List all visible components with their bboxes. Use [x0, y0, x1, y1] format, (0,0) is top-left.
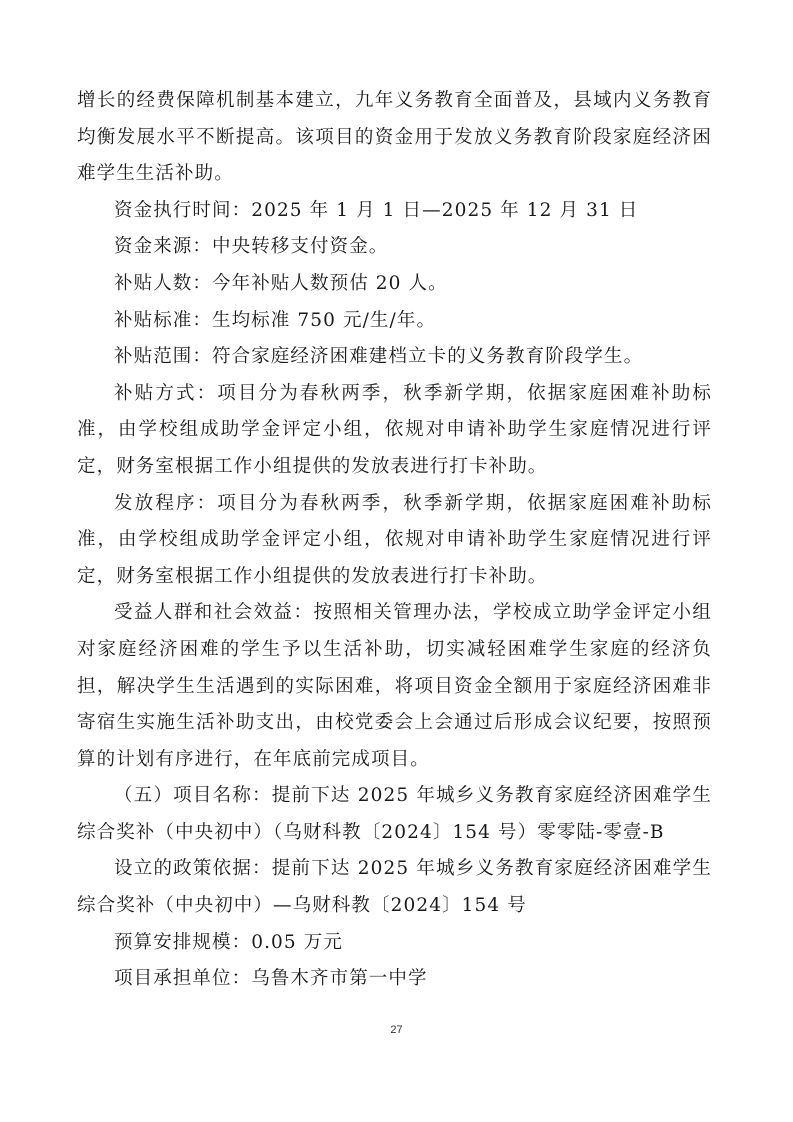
paragraph-execution-period: 资金执行时间：2025 年 1 月 1 日—2025 年 12 月 31 日 — [114, 199, 639, 221]
paragraph-distribution-procedure: 发放程序：项目分为春秋两季，秋季新学期，依据家庭困难补助标准，由学校组成助学金评定小组，依规对申请补助学生家庭情况进行评定，财务室根据工作小组提供的发放表进行打卡补助。 — [77, 492, 712, 587]
paragraph-funding-background: 增长的经费保障机制基本建立，九年义务教育全面普及，县域内义务教育均衡发展水平不断提高。该项目的资金用于发放义务教育阶段家庭经济困难学生生活补助。 — [77, 90, 712, 185]
paragraph-subsidy-scope: 补贴范围：符合家庭经济困难建档立卡的义务教育阶段学生。 — [114, 346, 644, 368]
paragraph-subsidy-standard: 补贴标准：生均标准 750 元/生/年。 — [114, 309, 437, 331]
page-number: 27 — [390, 1024, 403, 1036]
paragraph-funding-source: 资金来源：中央转移支付资金。 — [114, 236, 389, 258]
paragraph-beneficiaries-benefits: 受益人群和社会效益：按照相关管理办法，学校成立助学金评定小组对家庭经济困难的学生予以生活补助，切实减轻困难学生家庭的经济负担，解决学生生活遇到的实际困难，将项目资金全额用于家庭经济困难非寄宿生实施生活补助支出，由校党委会上会通过后形成会议纪要，按照预算的计划有序进行，在年底前完成项目。 — [77, 602, 712, 770]
paragraph-responsible-unit: 项目承担单位：乌鲁木齐市第一中学 — [114, 968, 428, 990]
paragraph-subsidy-method: 补贴方式：项目分为春秋两季，秋季新学期，依据家庭困难补助标准，由学校组成助学金评定小组，依规对申请补助学生家庭情况进行评定，财务室根据工作小组提供的发放表进行打卡补助。 — [77, 382, 712, 477]
paragraph-subsidy-count: 补贴人数：今年补贴人数预估 20 人。 — [114, 272, 448, 294]
body-text — [77, 83, 712, 998]
paragraph-project-name: （五）项目名称：提前下达 2025 年城乡义务教育家庭经济困难学生综合奖补（中央初中）（乌财科教〔2024〕154 号）零零陆-零壹-B — [77, 785, 712, 843]
paragraph-policy-basis: 设立的政策依据：提前下达 2025 年城乡义务教育家庭经济困难学生综合奖补（中央初中）—乌财科教〔2024〕154 号 — [77, 858, 712, 917]
paragraph-budget-scale: 预算安排规模：0.05 万元 — [114, 931, 343, 953]
